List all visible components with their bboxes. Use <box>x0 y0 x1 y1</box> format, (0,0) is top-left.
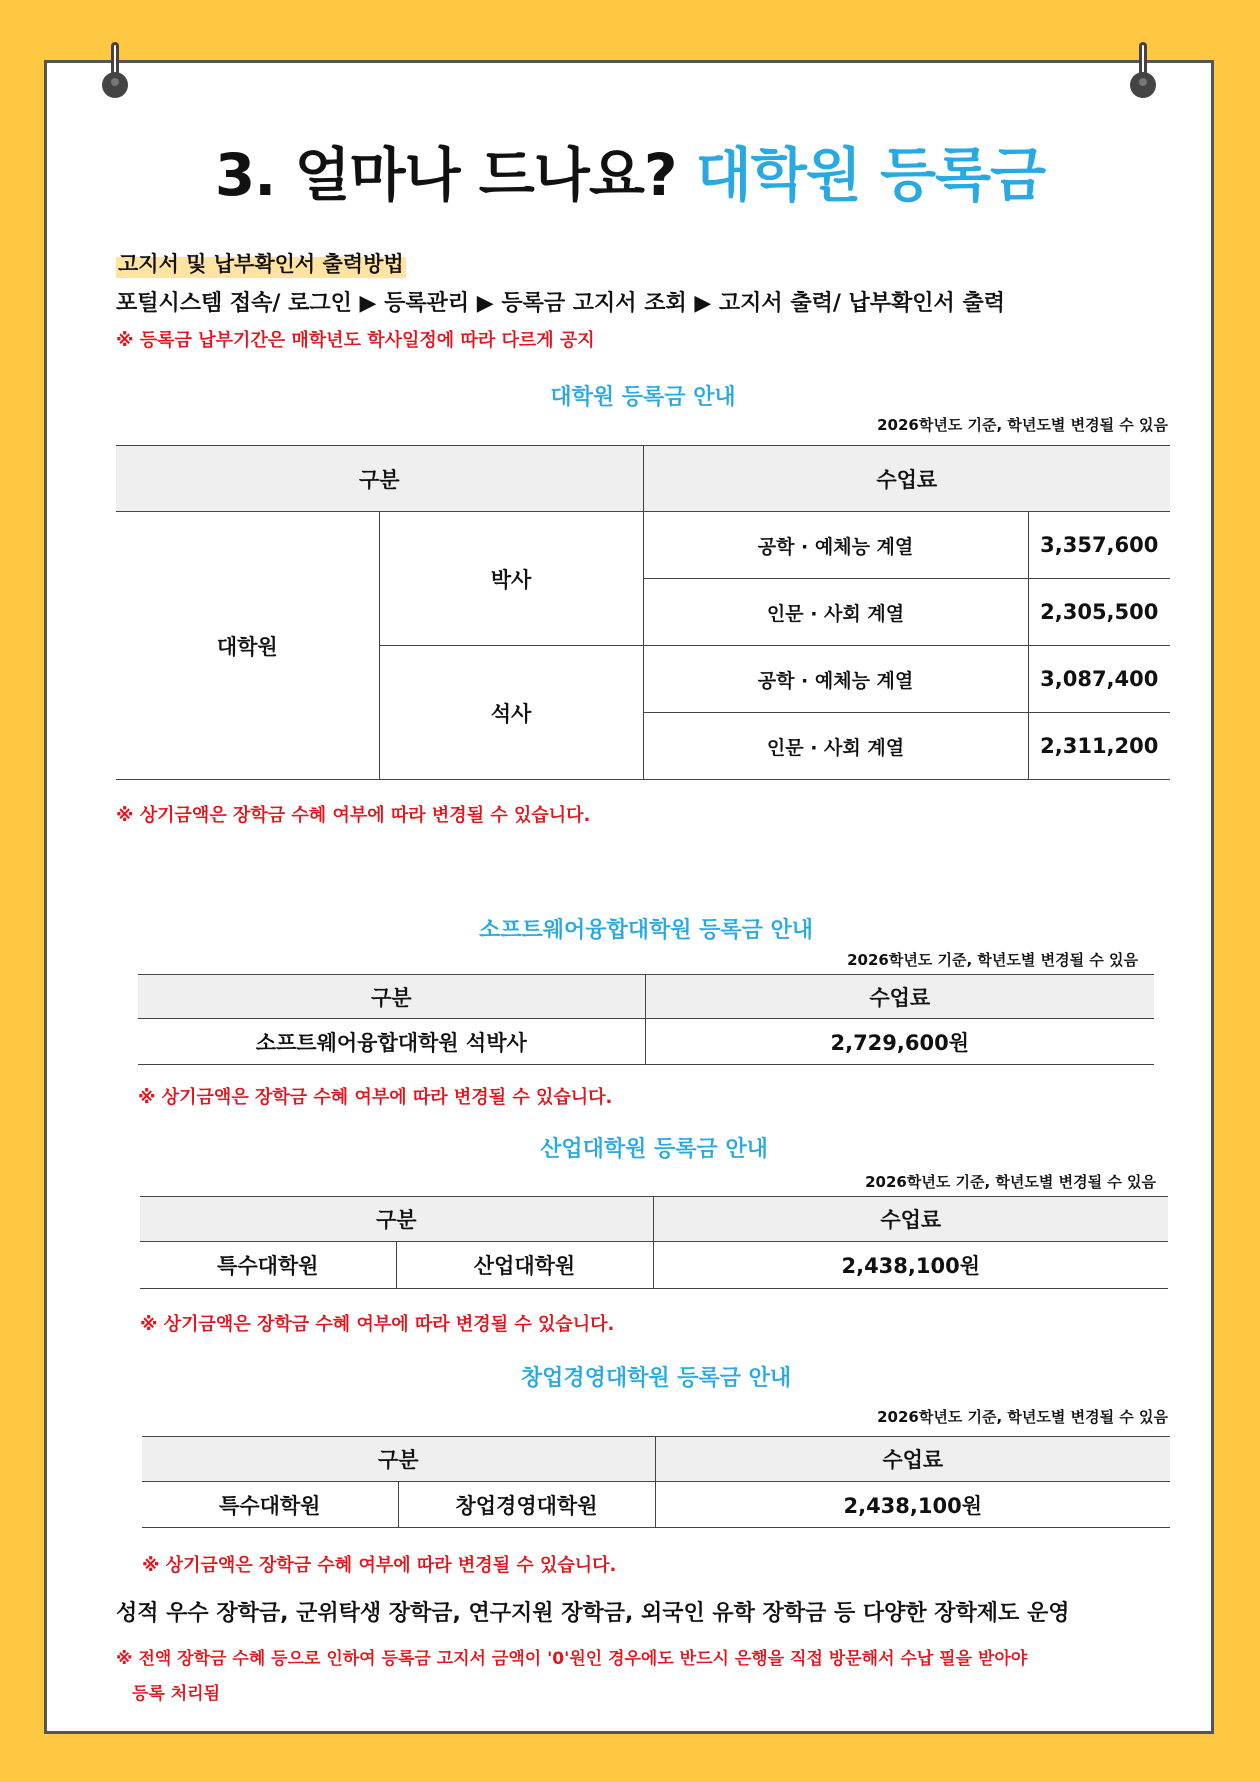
pin-icon <box>100 42 130 102</box>
header-tuition: 수업료 <box>655 1437 1170 1482</box>
header-tuition: 수업료 <box>643 446 1170 512</box>
howto-label: 고지서 및 납부확인서 출력방법 <box>116 248 406 278</box>
fee-cell: 3,087,400 <box>1028 646 1170 713</box>
table-row <box>142 1482 1170 1528</box>
page-title <box>0 128 1260 212</box>
header-category: 구분 <box>140 1197 653 1242</box>
startup-title: 창업경영대학원 등록금 안내 <box>520 1366 792 1391</box>
scholarship-programs: 성적 우수 장학금, 군위탁생 장학금, 연구지원 장학금, 외국인 유학 장학금 등 다양한 장학제도 운영 <box>116 1601 1070 1626</box>
program-cell: 창업경영대학원 <box>398 1482 655 1528</box>
software-fee-table <box>138 974 1154 1065</box>
title-main: 3. 얼마나 드나요? <box>214 141 677 209</box>
program-cell: 소프트웨어융합대학원 석박사 <box>138 1019 645 1065</box>
table-row <box>116 512 1170 579</box>
zero-amount-note: ※ 전액 장학금 수혜 등으로 인하여 등록금 고지서 금액이 '0'원인 경우에도 반드시 은행을 직접 방문해서 수납 필을 받아야 <box>116 1649 1028 1669</box>
pin-icon <box>1128 42 1158 102</box>
fee-cell: 2,311,200 <box>1028 713 1170 780</box>
header-category: 구분 <box>138 975 645 1019</box>
field-cell: 공학 · 예체능 계열 <box>643 512 1028 579</box>
table-header-row <box>116 446 1170 512</box>
field-cell: 인문 · 사회 계열 <box>643 579 1028 646</box>
scholarship-note: ※ 상기금액은 장학금 수혜 여부에 따라 변경될 수 있습니다. <box>142 1555 617 1576</box>
howto-steps: 포털시스템 접속/ 로그인 ▶ 등록관리 ▶ 등록금 고지서 조회 ▶ 고지서 출력/ 납부확인서 출력 <box>116 291 1005 316</box>
fee-cell: 2,438,100원 <box>653 1242 1168 1289</box>
graduate-title: 대학원 등록금 안내 <box>550 385 736 410</box>
table-row <box>140 1242 1168 1289</box>
field-cell: 인문 · 사회 계열 <box>643 713 1028 780</box>
school-cell: 대학원 <box>116 512 379 780</box>
scholarship-note: ※ 상기금액은 장학금 수혜 여부에 따라 변경될 수 있습니다. <box>138 1087 613 1108</box>
type-cell: 특수대학원 <box>142 1482 398 1528</box>
program-cell: 산업대학원 <box>396 1242 653 1289</box>
scholarship-note: ※ 상기금액은 장학금 수혜 여부에 따라 변경될 수 있습니다. <box>116 805 591 826</box>
table-header-row <box>142 1437 1170 1482</box>
table-row <box>138 1019 1154 1065</box>
startup-fee-table <box>142 1436 1170 1528</box>
header-category: 구분 <box>116 446 643 512</box>
fee-cell: 3,357,600 <box>1028 512 1170 579</box>
industry-basis: 2026학년도 기준, 학년도별 변경될 수 있음 <box>865 1173 1156 1191</box>
degree-cell: 박사 <box>379 512 643 646</box>
software-title: 소프트웨어융합대학원 등록금 안내 <box>478 918 814 943</box>
fee-cell: 2,729,600원 <box>645 1019 1154 1065</box>
fee-cell: 2,305,500 <box>1028 579 1170 646</box>
industry-fee-table <box>140 1196 1168 1289</box>
field-cell: 공학 · 예체능 계열 <box>643 646 1028 713</box>
table-header-row <box>140 1197 1168 1242</box>
scholarship-note: ※ 상기금액은 장학금 수혜 여부에 따라 변경될 수 있습니다. <box>140 1314 615 1335</box>
industry-title: 산업대학원 등록금 안내 <box>540 1137 768 1162</box>
graduate-fee-table <box>116 445 1170 780</box>
payment-period-note: ※ 등록금 납부기간은 매학년도 학사일정에 따라 다르게 공지 <box>116 330 595 351</box>
software-basis: 2026학년도 기준, 학년도별 변경될 수 있음 <box>847 951 1138 969</box>
table-header-row <box>138 975 1154 1019</box>
zero-amount-note-cont: 등록 처리됨 <box>132 1684 221 1704</box>
fee-cell: 2,438,100원 <box>655 1482 1170 1528</box>
header-tuition: 수업료 <box>645 975 1154 1019</box>
header-category: 구분 <box>142 1437 655 1482</box>
degree-cell: 석사 <box>379 646 643 780</box>
title-accent: 대학원 등록금 <box>695 141 1046 209</box>
type-cell: 특수대학원 <box>140 1242 396 1289</box>
startup-basis: 2026학년도 기준, 학년도별 변경될 수 있음 <box>877 1408 1168 1426</box>
graduate-basis: 2026학년도 기준, 학년도별 변경될 수 있음 <box>877 416 1168 434</box>
header-tuition: 수업료 <box>653 1197 1168 1242</box>
